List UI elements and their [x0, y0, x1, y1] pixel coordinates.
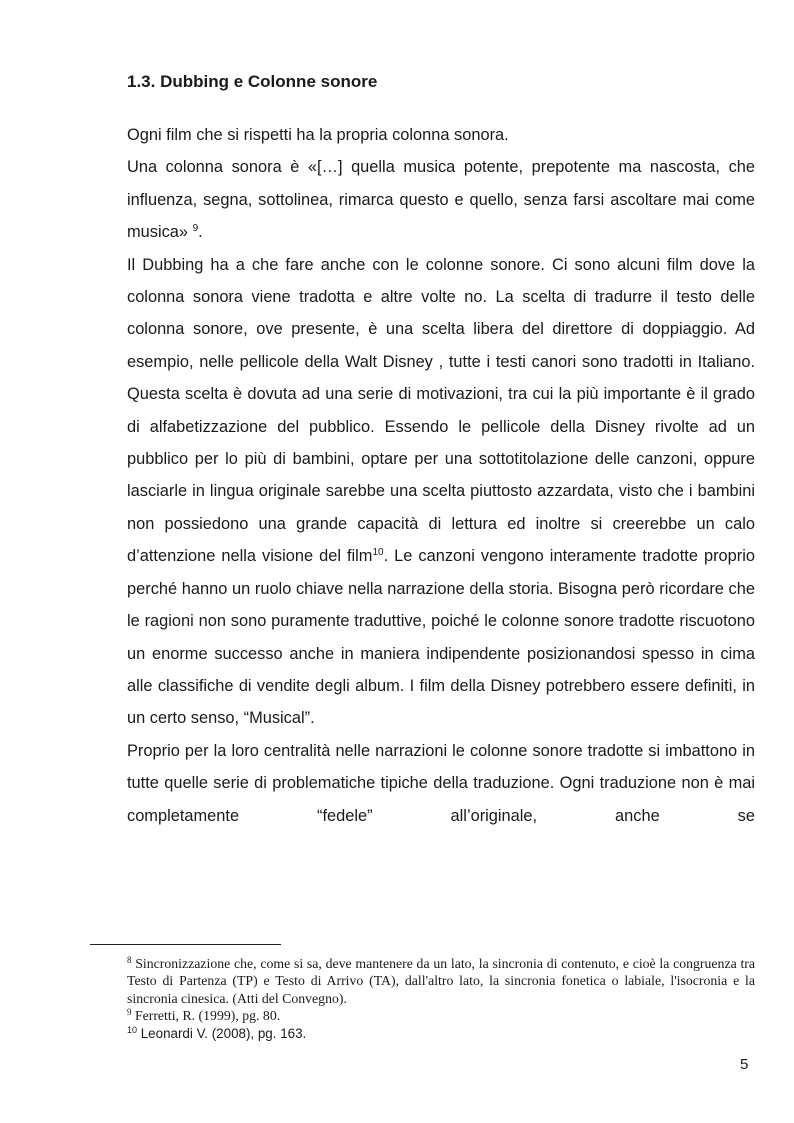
footnote-10 — [127, 1025, 755, 1042]
paragraph-2-end: . — [198, 223, 203, 242]
footnotes — [127, 955, 755, 1042]
paragraph-1: Ogni film che si rispetti ha la propria colonna sonora. — [127, 126, 509, 144]
paragraph-3 — [127, 249, 755, 735]
paragraph-3-text: Il Dubbing ha a che fare anche con le colonne sonore. Ci sono alcuni film dove la colonna sonora viene tradotta e altre volte no. La scelta di tradurre il testo delle colonna sonore, ove presente, è una scelta libera del direttore di doppiaggio. Ad esempio, nelle pellicole della Walt Disney , tutte i testi canori sono tradotti in Italiano. Questa scelta è dovuta ad una serie di motivazioni, tra cui la più importante è il grado di alfabetizzazione del pubblico. Essendo le pellicole della Disney rivolte ad un pubblico per lo più di bambini, optare per una sottotitolazione delle canzoni, oppure lasciarle in lingua originale sarebbe una scelta piuttosto azzardata, visto che i bambini non possiedono una grande capacità di lettura ed inoltre si creerebbe un calo d’attenzione nella visione del film — [127, 255, 755, 566]
footnote-8 — [127, 955, 755, 1007]
footnote-separator — [90, 944, 281, 945]
section-heading: 1.3. Dubbing e Colonne sonore — [127, 72, 378, 91]
footnote-8-text: Sincronizzazione che, come si sa, deve mantenere da un lato, la sincronia di contenuto, e cioè la congruenza tra Testo di Partenza (TP) e Testo di Arrivo (TA), dall'altro lato, la sincronia fonetica o labiale, l'isocronia e la sincronia cinesica. (Atti del Convegno). — [127, 956, 755, 1006]
body-text — [127, 119, 755, 832]
footnote-9-text: Ferretti, R. (1999), pg. 80. — [131, 1008, 281, 1024]
page-number: 5 — [740, 1056, 749, 1073]
paragraph-2-text: Una colonna sonora è «[…] quella musica potente, prepotente ma nascosta, che influenza, segna, sottolinea, rimarca questo e quello, senza farsi ascoltare mai come musica» — [127, 158, 755, 242]
footnote-8-number: 8 — [127, 955, 132, 965]
paragraph-2 — [127, 151, 755, 248]
footnote-9 — [127, 1007, 755, 1024]
footnote-9-number: 9 — [127, 1007, 132, 1018]
paragraph-4: Proprio per la loro centralità nelle narrazioni le colonne sonore tradotte si imbattono in tutte quelle serie di problematiche tipiche della traduzione. Ogni traduzione non è mai completamente “fedele” all’originale, anche se — [127, 741, 755, 825]
footnote-ref-9: 9 — [192, 223, 199, 235]
footnote-10-number: 10 — [127, 1024, 138, 1035]
footnote-ref-10: 10 — [372, 547, 384, 559]
paragraph-3-end: . Le canzoni vengono interamente tradotte proprio perché hanno un ruolo chiave nella narrazione della storia. Bisogna però ricordare che le ragioni non sono puramente traduttive, poiché le colonne sonore tradotte riscuotono un enorme successo anche in maniera indipendente posizionandosi spesso in cima alle classifiche di vendite degli album. I film della Disney potrebbero essere definiti, in un certo senso, “Musical”. — [127, 547, 755, 728]
footnote-10-text: Leonardi V. (2008), pg. 163. — [137, 1025, 307, 1041]
